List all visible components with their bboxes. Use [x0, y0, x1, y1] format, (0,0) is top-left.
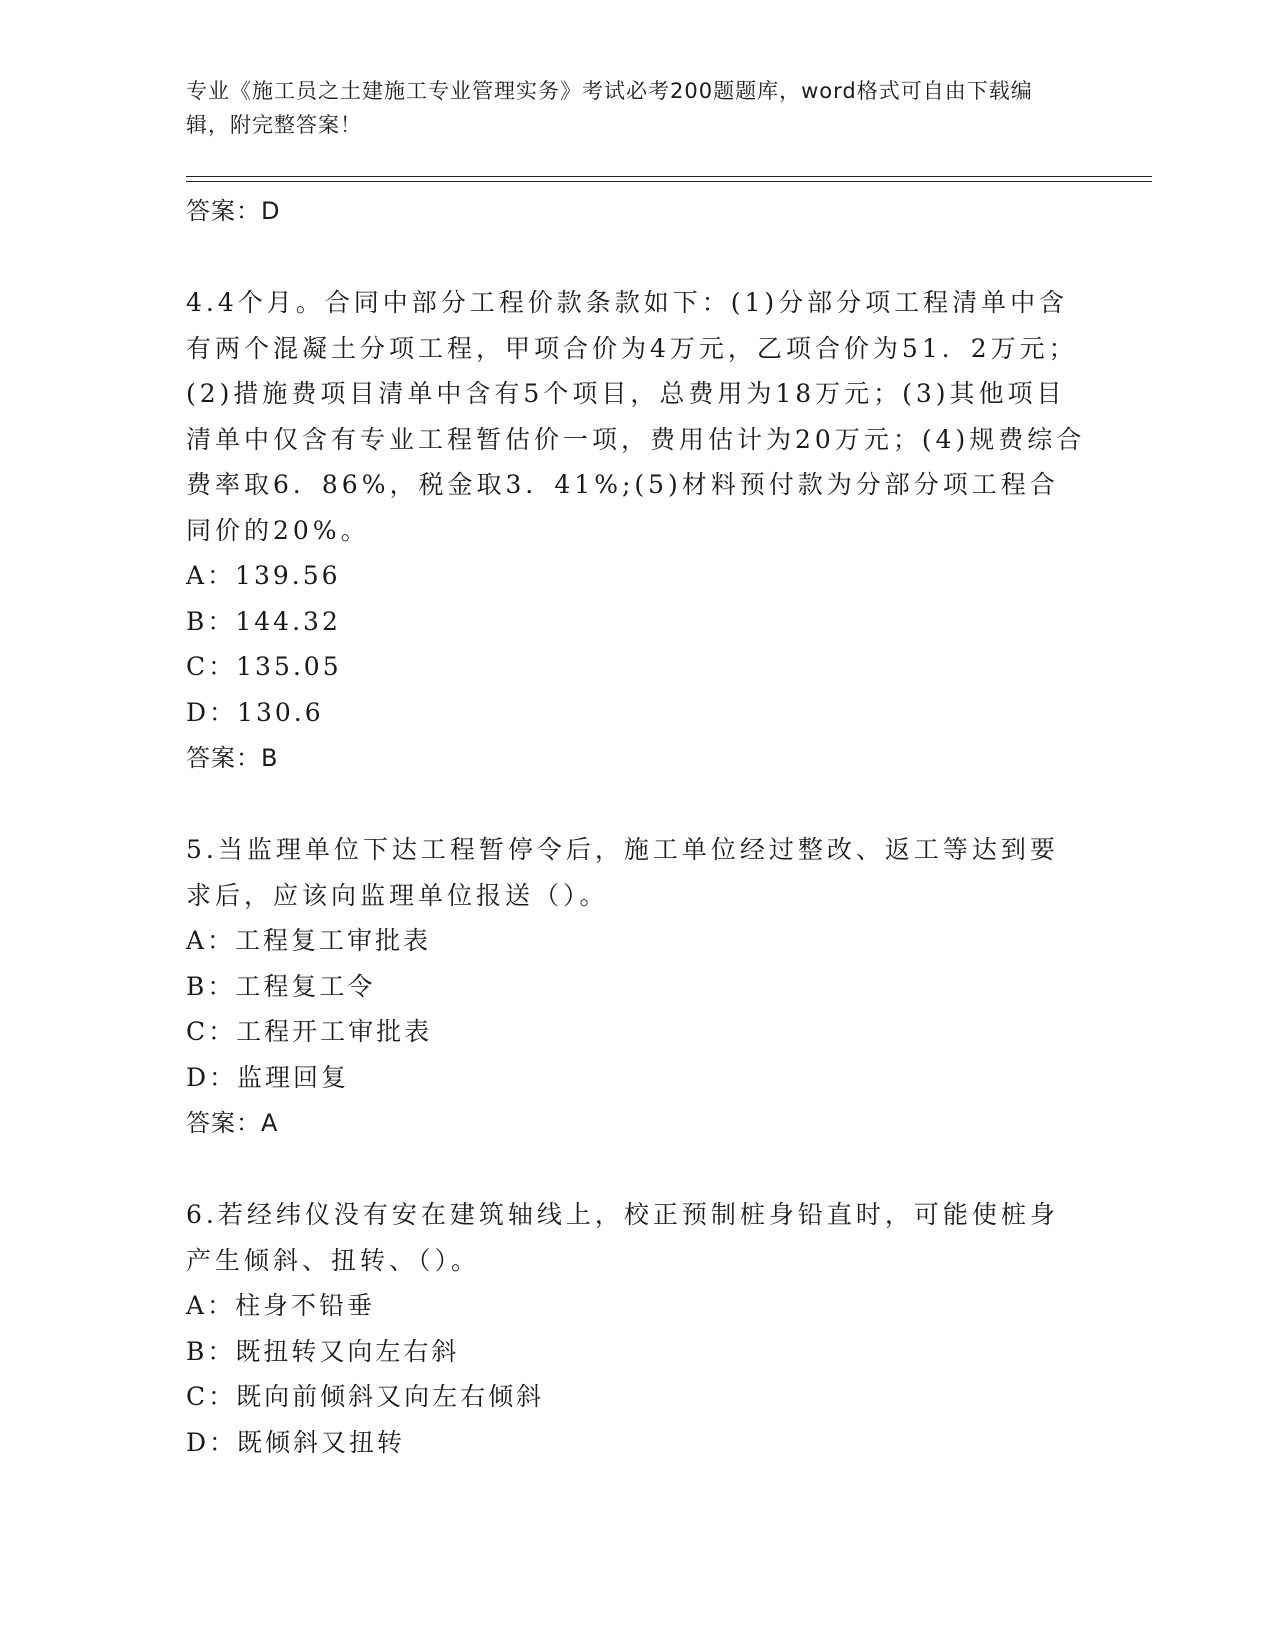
header-divider-bottom: [186, 181, 1152, 182]
option-a: A：139.56: [186, 561, 341, 590]
option-d: D：130.6: [186, 697, 324, 727]
question-text: 5.当监理单位下达工程暂停令后，施工单位经过整改、返工等达到要求后，应该向监理单位报送（）。: [186, 835, 1059, 910]
question-block: [186, 1192, 1086, 1465]
question-block: [186, 827, 1086, 1146]
option-b: B：既扭转又向左右斜: [186, 1336, 460, 1366]
answer-line: 答案：B: [186, 744, 279, 772]
spacer: [186, 234, 1086, 280]
option-c: C：工程开工审批表: [186, 1017, 433, 1046]
option-b: B：工程复工令: [186, 971, 376, 1001]
option-a: A：工程复工审批表: [186, 926, 432, 955]
spacer: [186, 1146, 1086, 1192]
option-a: A：柱身不铅垂: [186, 1291, 376, 1320]
question-text: 6.若经纬仪没有安在建筑轴线上，校正预制桩身铅直时，可能使桩身产生倾斜、扭转、（）。: [186, 1200, 1059, 1275]
document-header-title: 专业《施工员之土建施工专业管理实务》考试必考200题题库，word格式可自由下载编辑，附完整答案！: [186, 79, 1033, 137]
header-divider-top: [186, 176, 1152, 177]
question-text: 4.4个月。合同中部分工程价款条款如下：(1)分部分项工程清单中含有两个混凝土分项工程，甲项合价为4万元，乙项合价为51．2万元；(2)措施费项目清单中含有5个项目，总费用为18万元；(3)其他项目清单中仅含有专业工程暂估价一项，费用估计为20万元；(4)规费综合费率取6．86%，税金取3．41%;(5)材料预付款为分部分项工程合同价的20%。: [186, 288, 1086, 545]
option-b: B：144.32: [186, 606, 341, 636]
question-content: [186, 188, 1086, 1465]
spacer: [186, 781, 1086, 827]
option-c: C：既向前倾斜又向左右倾斜: [186, 1382, 545, 1411]
option-c: C：135.05: [186, 652, 342, 681]
answer-line: 答案：A: [186, 1109, 279, 1137]
option-d: D：既倾斜又扭转: [186, 1427, 406, 1457]
option-d: D：监理回复: [186, 1062, 350, 1092]
answer-line: 答案：D: [186, 197, 281, 225]
question-block: [186, 280, 1086, 781]
